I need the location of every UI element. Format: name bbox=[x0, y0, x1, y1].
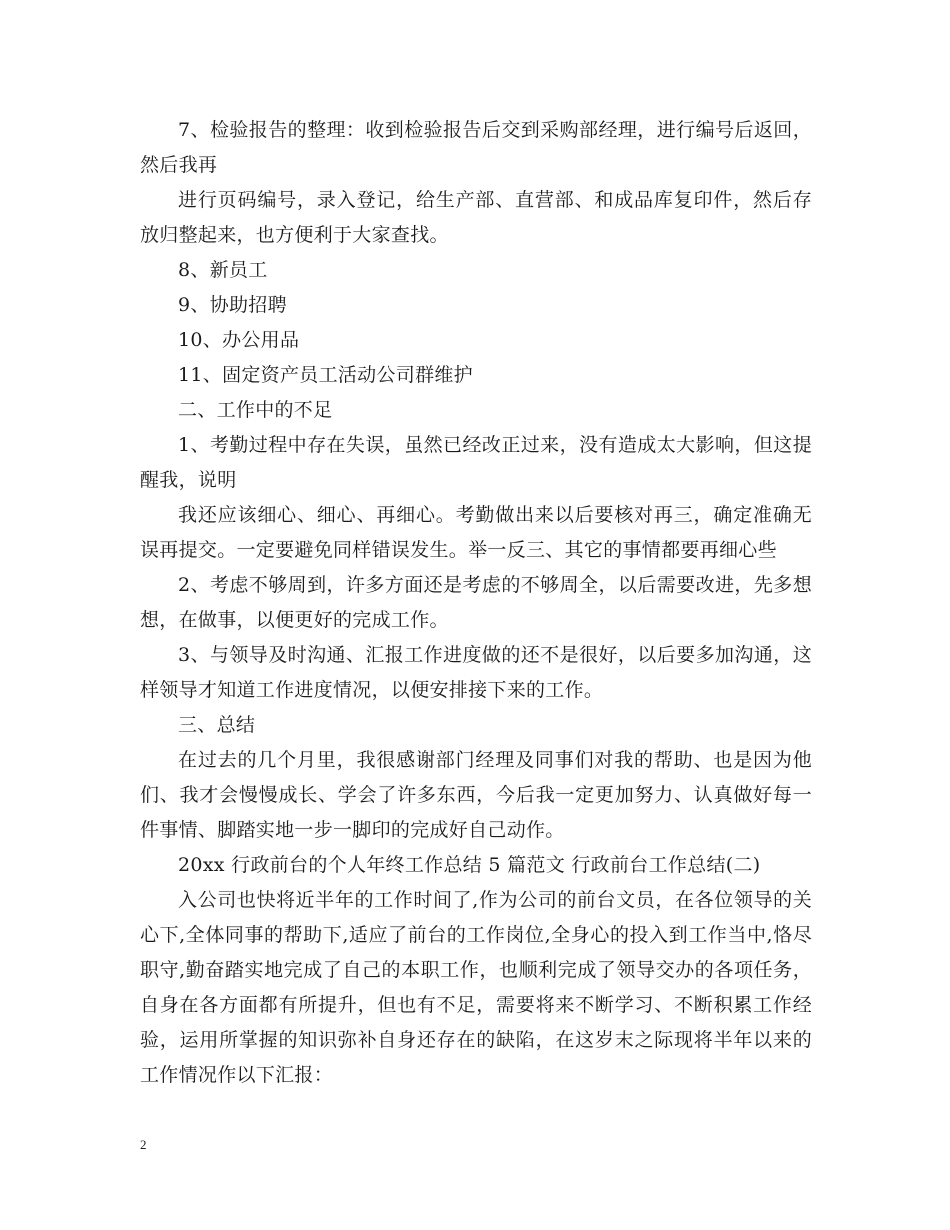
document-body bbox=[140, 113, 812, 1093]
paragraph-summary: 在过去的几个月里，我很感谢部门经理及同事们对我的帮助、也是因为他们、我才会慢慢成长、学会了许多东西，今后我一定更加努力、认真做好每一件事情、脚踏实地一步一脚印的完成好自己动作。 bbox=[140, 749, 812, 841]
paragraph-shortcoming-1: 1、考勤过程中存在失误，虽然已经改正过来，没有造成太大影响，但这提醒我，说明 bbox=[140, 434, 812, 491]
page-number: 2 bbox=[140, 1137, 147, 1152]
paragraph-item-9-recruiting: 9、协助招聘 bbox=[178, 294, 287, 316]
paragraph-item-8-new-staff: 8、新员工 bbox=[178, 259, 268, 281]
paragraph-page-numbering: 进行页码编号，录入登记，给生产部、直营部、和成品库复印件，然后存放归整起来，也方便利于大家查找。 bbox=[140, 189, 812, 246]
paragraph-item-11-fixed-assets: 11、固定资产员工活动公司群维护 bbox=[178, 364, 473, 386]
paragraph-item-10-office-supplies: 10、办公用品 bbox=[178, 329, 300, 351]
paragraph-intro-part-two: 入公司也快将近半年的工作时间了,作为公司的前台文员，在各位领导的关心下,全体同事的帮助下,适应了前台的工作岗位,全身心的投入到工作当中,恪尽职守,勤奋踏实地完成了自己的本职工作，也顺利完成了领导交办的各项任务，自身在各方面都有所提升，但也有不足，需要将来不断学习、不断积累工作经验，运用所掌握的知识弥补自身还存在的缺陷，在这岁末之际现将半年以来的工作情况作以下汇报： bbox=[140, 889, 812, 1086]
article-title-part-two: 20xx 行政前台的个人年终工作总结 5 篇范文 行政前台工作总结(二) bbox=[178, 854, 761, 876]
paragraph-shortcoming-2: 2、考虑不够周到，许多方面还是考虑的不够周全，以后需要改进，先多想想，在做事，以便更好的完成工作。 bbox=[140, 574, 812, 631]
paragraph-shortcoming-1-cont: 我还应该细心、细心、再细心。考勤做出来以后要核对再三，确定准确无误再提交。一定要避免同样错误发生。举一反三、其它的事情都要再细心些 bbox=[140, 504, 812, 561]
paragraph-shortcoming-3: 3、与领导及时沟通、汇报工作进度做的还不是很好，以后要多加沟通，这样领导才知道工作进度情况，以便安排接下来的工作。 bbox=[140, 644, 812, 701]
paragraph-item-7-inspection-report: 7、检验报告的整理：收到检验报告后交到采购部经理，进行编号后返回，然后我再 bbox=[140, 119, 812, 176]
section-heading-summary: 三、总结 bbox=[178, 714, 256, 736]
section-heading-shortcomings: 二、工作中的不足 bbox=[178, 399, 333, 421]
